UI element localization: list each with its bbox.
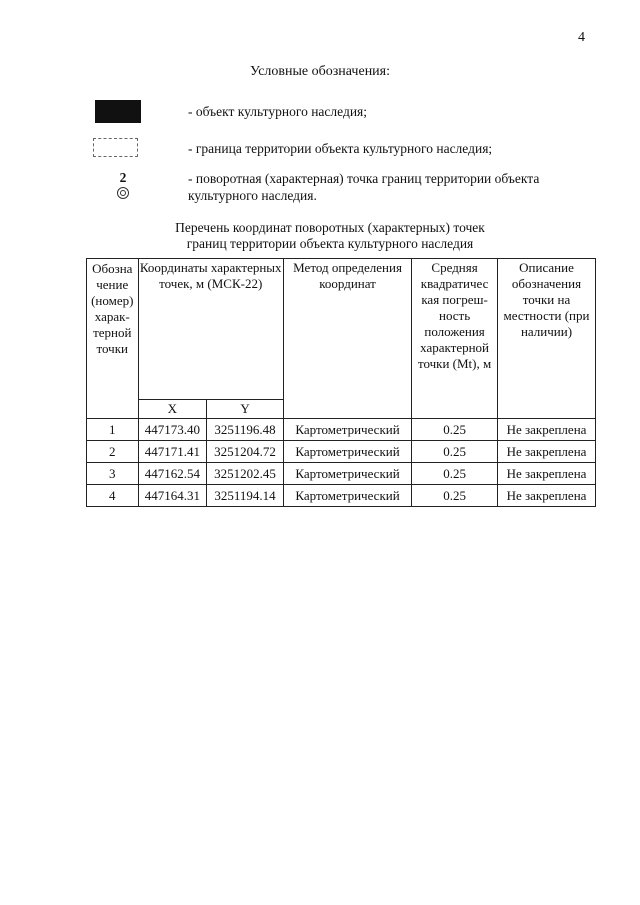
cell-x: 447162.54 <box>138 463 207 485</box>
cell-mt: 0.25 <box>412 419 498 441</box>
cell-description: Не закреплена <box>498 485 596 507</box>
cell-y: 3251202.45 <box>207 463 284 485</box>
cell-mt: 0.25 <box>412 441 498 463</box>
table-row <box>87 419 596 441</box>
turning-point-symbol <box>108 170 138 200</box>
cell-number: 4 <box>87 485 139 507</box>
header-x: X <box>138 400 207 419</box>
list-title-line2: границ территории объекта культурного наследия <box>186 236 474 251</box>
header-designation: Обозна чение (номер) харак- терной точки <box>87 259 139 419</box>
cell-method: Картометрический <box>283 419 411 441</box>
table-row <box>87 485 596 507</box>
coordinates-table <box>86 258 596 507</box>
legend-item-text: - граница территории объекта культурного наследия; <box>188 141 493 156</box>
cell-description: Не закреплена <box>498 463 596 485</box>
cell-x: 447173.40 <box>138 419 207 441</box>
table-row <box>87 463 596 485</box>
cell-x: 447164.31 <box>138 485 207 507</box>
cell-description: Не закреплена <box>498 419 596 441</box>
list-title <box>0 220 640 252</box>
cell-number: 2 <box>87 441 139 463</box>
page-number: 4 <box>578 30 585 45</box>
cell-y: 3251196.48 <box>207 419 284 441</box>
cultural-object-symbol <box>95 100 141 123</box>
cell-y: 3251204.72 <box>207 441 284 463</box>
cell-method: Картометрический <box>283 485 411 507</box>
header-coordinates: Координаты характерных точек, м (МСК-22) <box>138 259 283 400</box>
legend-item-text: - объект культурного наследия; <box>188 104 368 119</box>
cell-mt: 0.25 <box>412 485 498 507</box>
header-method: Метод определения координат <box>283 259 411 419</box>
cell-mt: 0.25 <box>412 463 498 485</box>
boundary-symbol <box>93 138 138 157</box>
header-error: Средняя квадратичес кая погреш- ность положения характерной точки (Mt), м <box>412 259 498 419</box>
point-symbol-label: 2 <box>119 170 127 185</box>
cell-y: 3251194.14 <box>207 485 284 507</box>
table-row <box>87 441 596 463</box>
cell-method: Картометрический <box>283 463 411 485</box>
list-title-line1: Перечень координат поворотных (характерных) точек <box>175 220 485 235</box>
cell-x: 447171.41 <box>138 441 207 463</box>
point-circle-icon <box>116 186 130 200</box>
legend-item-text: - поворотная (характерная) точка границ территории объекта культурного наследия. <box>188 171 540 203</box>
cell-description: Не закреплена <box>498 441 596 463</box>
legend-title: Условные обозначения: <box>249 64 391 79</box>
cell-number: 1 <box>87 419 139 441</box>
header-description: Описание обозначения точки на местности (при наличии) <box>498 259 596 419</box>
cell-number: 3 <box>87 463 139 485</box>
header-y: Y <box>207 400 284 419</box>
cell-method: Картометрический <box>283 441 411 463</box>
